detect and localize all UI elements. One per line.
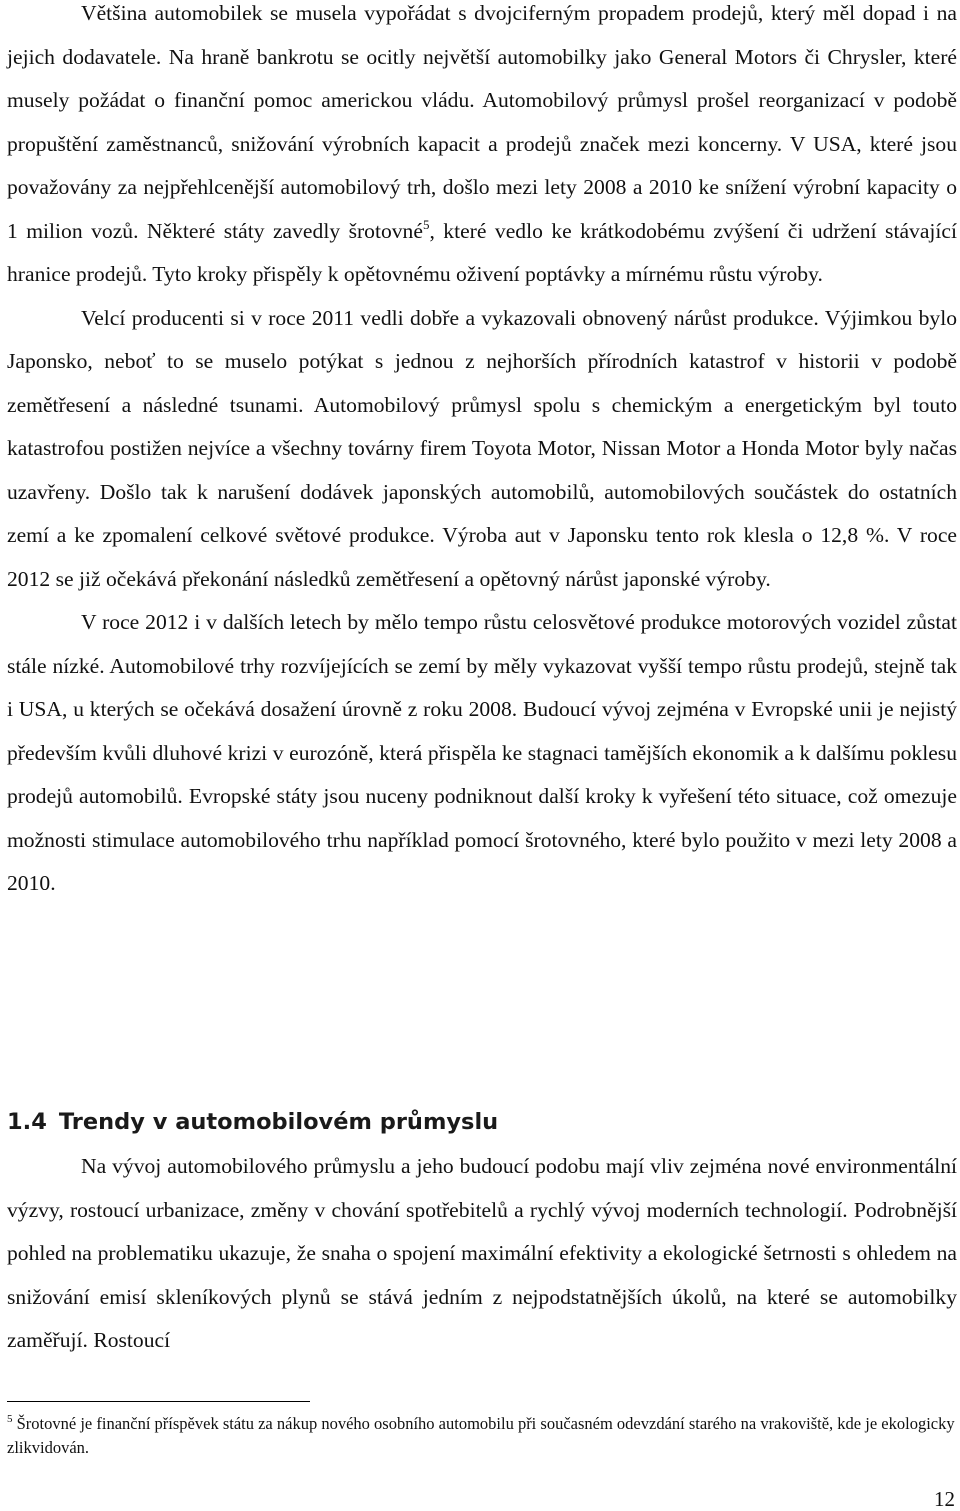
paragraph-1 [7, 0, 957, 297]
footnote [7, 1412, 957, 1460]
section-body [7, 1145, 957, 1363]
page-number: 12 [934, 1487, 955, 1511]
paragraph-2: Velcí producenti si v roce 2011 vedli dobře a vykazovali obnovený nárůst produkce. Výjimkou bylo Japonsko, neboť to se muselo potýkat s jednou z nejhorších přírodních katastrof v historii v podobě zemětřesení a následné tsunami. Automobilový průmysl spolu s chemickým a energetickým byl touto katastrofou postižen nejvíce a všechny továrny firem Toyota Motor, Nissan Motor a Honda Motor byly načas uzavřeny. Došlo tak k narušení dodávek japonských automobilů, automobilových součástek do ostatních zemí a ke zpomalení celkové světové produkce. Výroba aut v Japonsku tento rok klesla o 12,8 %. V roce 2012 se již očekává překonání následků zemětřesení a opětovný nárůst japonské výroby. [7, 305, 957, 591]
section-heading [7, 1100, 498, 1144]
section-number: 1.4 [7, 1109, 47, 1135]
footnote-reference: 5 [422, 216, 430, 232]
section-paragraph: Na vývoj automobilového průmyslu a jeho budoucí podobu mají vliv zejména nové environmentální výzvy, rostoucí urbanizace, změny v chování spotřebitelů a rychlý vývoj moderních technologií. Podrobnější pohled na problematiku ukazuje, že snaha o spojení maximální efektivity a ekologické šetrnosti s ohledem na snižování emisí skleníkových plynů se stává jedním z nejpodstatnějších úkolů, na které se automobilky zaměřují. Rostoucí [7, 1154, 957, 1352]
footnote-number: 5 [7, 1413, 13, 1425]
section-title: Trendy v automobilovém průmyslu [58, 1109, 499, 1135]
paragraph-1-text: Většina automobilek se musela vypořádat s dvojciferným propadem prodejů, který měl dopad i na jejich dodavatele. Na hraně bankrotu se ocitly největší automobilky jako General Motors či Chrysler, které musely požádat o finanční pomoc americkou vládu. Automobilový průmysl prošel reorganizací v podobě propuštění zaměstnanců, snižování výrobních kapacit a prodejů značek mezi koncerny. V USA, které jsou považovány za nejpřehlcenější automobilový trh, došlo mezi lety 2008 a 2010 ke snížení výrobní kapacity o 1 milion vozů. Některé státy zavedly šrotovné [7, 1, 957, 243]
paragraph-1-tail: , které vedlo ke krátkodobému zvýšení či udržení stávající hranice prodejů. Tyto kroky přispěly k opětovnému oživení poptávky a mírnému růstu výroby. [7, 218, 957, 286]
paragraph-3: V roce 2012 i v dalších letech by mělo tempo růstu celosvětové produkce motorových vozidel zůstat stále nízké. Automobilové trhy rozvíjejících se zemí by měly vykazovat vyšší tempo růstu prodejů, stejně tak i USA, u kterých se očekává dosažení úrovně z roku 2008. Budoucí vývoj zejména v Evropské unii je nejistý především kvůli dluhové krizi v eurozóně, která přispěla ke stagnaci tamějších ekonomik a k dalšímu poklesu prodejů automobilů. Evropské státy jsou nuceny podniknout další kroky k vyřešení této situace, což omezuje možnosti stimulace automobilového trhu například pomocí šrotovného, které bylo použito v mezi lety 2008 a 2010. [7, 610, 957, 895]
document-body [7, 0, 957, 906]
footnote-text: Šrotovné je finanční příspěvek státu za nákup nového osobního automobilu při současném odevzdání starého na vrakoviště, kde je ekologicky zlikvidován. [7, 1414, 955, 1457]
footnote-separator [7, 1401, 310, 1402]
